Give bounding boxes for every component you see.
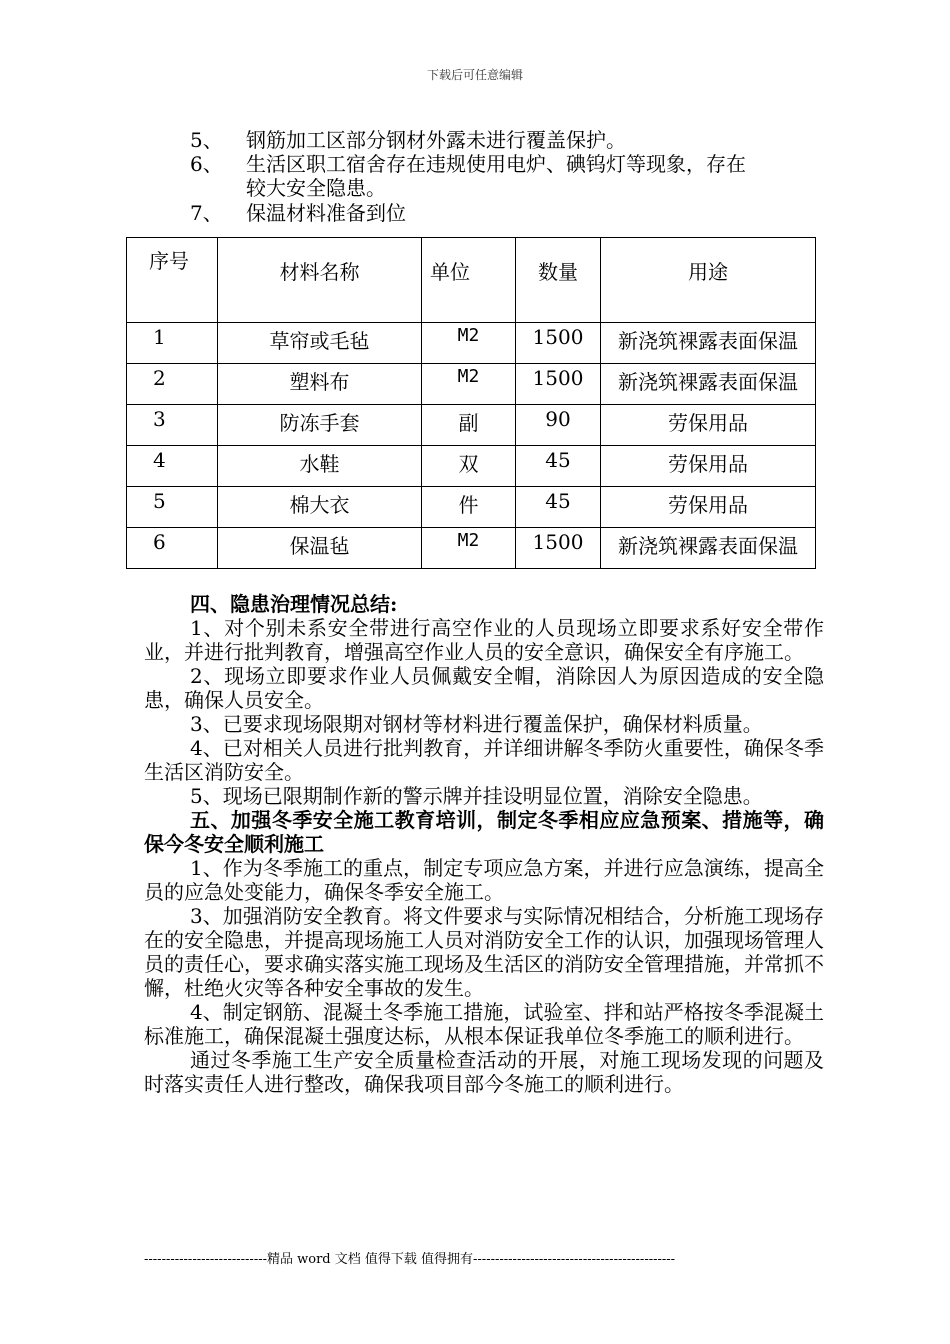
header-qty: 数量: [516, 238, 601, 323]
cell-qty: 1500: [516, 323, 601, 364]
cell-name: 保温毡: [218, 528, 422, 569]
list-item: [190, 152, 746, 176]
cell-no: 2: [127, 364, 218, 405]
cell-use: 新浇筑裸露表面保温: [601, 364, 816, 405]
cell-use: 劳保用品: [601, 487, 816, 528]
cell-no: 1: [127, 323, 218, 364]
item-text: 生活区职工宿舍存在违规使用电炉、碘钨灯等现象，存在: [246, 152, 746, 176]
paragraph: 4、已对相关人员进行批判教育，并详细讲解冬季防火重要性，确保冬季生活区消防安全。: [144, 736, 824, 784]
item-text: 保温材料准备到位: [246, 201, 406, 225]
header-unit: 单位: [422, 238, 516, 323]
table-row: [127, 528, 816, 569]
body-section: [144, 592, 824, 1096]
cell-name: 塑料布: [218, 364, 422, 405]
cell-name: 草帘或毛毡: [218, 323, 422, 364]
table-row: [127, 323, 816, 364]
list-item: [190, 128, 626, 152]
item-number: 5、: [190, 128, 223, 152]
cell-use: 新浇筑裸露表面保温: [601, 528, 816, 569]
paragraph: 1、作为冬季施工的重点，制定专项应急方案，并进行应急演练，提高全员的应急处变能力，确保冬季安全施工。: [144, 856, 824, 904]
page-footer: ----------------------------精品 word 文档 值得下载 值得拥有----------------------------------------------: [144, 1252, 676, 1267]
materials-table: [126, 237, 816, 569]
cell-unit: 副: [422, 405, 516, 446]
item-text: 钢筋加工区部分钢材外露未进行覆盖保护。: [246, 128, 626, 152]
cell-unit: 件: [422, 487, 516, 528]
cell-no: 6: [127, 528, 218, 569]
table-row: [127, 405, 816, 446]
cell-unit: M2: [422, 364, 516, 405]
section-4-title: 四、隐患治理情况总结:: [190, 592, 398, 616]
cell-no: 5: [127, 487, 218, 528]
cell-no: 3: [127, 405, 218, 446]
cell-unit: M2: [422, 323, 516, 364]
cell-qty: 45: [516, 446, 601, 487]
header-use: 用途: [601, 238, 816, 323]
paragraph: 1、对个别未系安全带进行高空作业的人员现场立即要求系好安全带作业，并进行批判教育，增强高空作业人员的安全意识，确保安全有序施工。: [144, 616, 824, 664]
paragraph: 4、制定钢筋、混凝土冬季施工措施，试验室、拌和站严格按冬季混凝土标准施工，确保混凝土强度达标，从根本保证我单位冬季施工的顺利进行。: [144, 1000, 824, 1048]
paragraph: 5、现场已限期制作新的警示牌并挂设明显位置，消除安全隐患。: [190, 784, 763, 808]
cell-unit: 双: [422, 446, 516, 487]
cell-name: 棉大衣: [218, 487, 422, 528]
cell-use: 新浇筑裸露表面保温: [601, 323, 816, 364]
paragraph: 通过冬季施工生产安全质量检查活动的开展，对施工现场发现的问题及时落实责任人进行整改，确保我项目部今冬施工的顺利进行。: [144, 1048, 824, 1096]
paragraph: 3、已要求现场限期对钢材等材料进行覆盖保护，确保材料质量。: [190, 712, 763, 736]
cell-use: 劳保用品: [601, 405, 816, 446]
table-header-row: [127, 238, 816, 323]
cell-use: 劳保用品: [601, 446, 816, 487]
cell-qty: 45: [516, 487, 601, 528]
paragraph: 3、加强消防安全教育。将文件要求与实际情况相结合，分析施工现场存在的安全隐患，并提高现场施工人员对消防安全工作的认识，加强现场管理人员的责任心，要求确实落实施工现场及生活区的消防安全管理措施，并常抓不懈，杜绝火灾等各种安全事故的发生。: [144, 904, 824, 1000]
cell-unit: M2: [422, 528, 516, 569]
table-row: [127, 446, 816, 487]
cell-name: 防冻手套: [218, 405, 422, 446]
cell-no: 4: [127, 446, 218, 487]
cell-qty: 1500: [516, 364, 601, 405]
list-item: [190, 201, 406, 225]
cell-qty: 1500: [516, 528, 601, 569]
section-5-title: 五、加强冬季安全施工教育培训，制定冬季相应应急预案、措施等，确保今冬安全顺利施工: [144, 808, 824, 856]
item-number: 6、: [190, 152, 223, 176]
table-row: [127, 364, 816, 405]
paragraph: 2、现场立即要求作业人员佩戴安全帽，消除因人为原因造成的安全隐患，确保人员安全。: [144, 664, 824, 712]
header-no: 序号: [127, 238, 218, 323]
table-row: [127, 487, 816, 528]
item-text-continued: 较大安全隐患。: [246, 176, 386, 200]
item-number: 7、: [190, 201, 223, 225]
cell-qty: 90: [516, 405, 601, 446]
page-header: 下载后可任意编辑: [426, 68, 523, 82]
cell-name: 水鞋: [218, 446, 422, 487]
header-name: 材料名称: [218, 238, 422, 323]
